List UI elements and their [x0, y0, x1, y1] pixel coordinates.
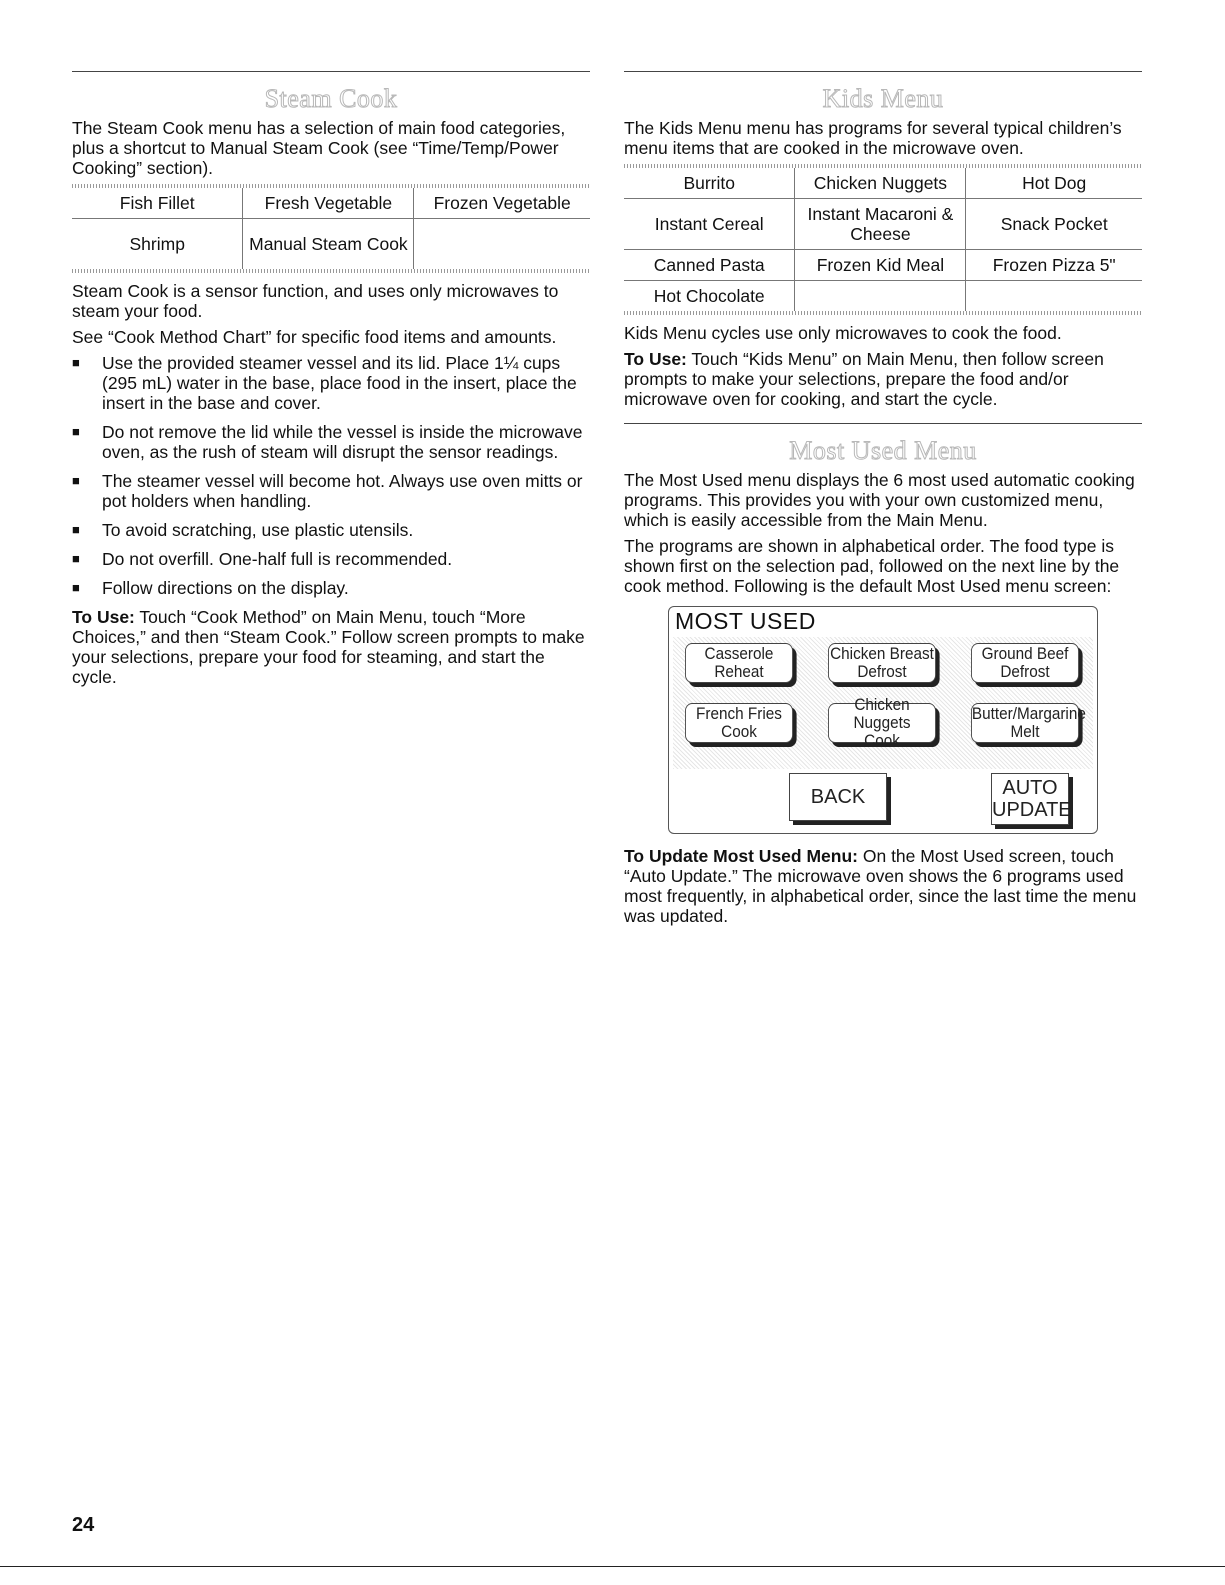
table-bottom-hatch — [72, 269, 590, 273]
steam-to-use — [72, 607, 590, 687]
table-cell: Hot Dog — [966, 168, 1142, 199]
kids-menu-heading: Kids Menu — [822, 84, 944, 113]
table-cell: Manual Steam Cook — [243, 219, 414, 270]
list-item: ■ To avoid scratching, use plastic utensils. — [72, 520, 590, 540]
button-method: Melt — [1010, 722, 1040, 741]
steam-see-chart: See “Cook Method Chart” for specific food items and amounts. — [72, 327, 557, 347]
table-cell: Burrito — [683, 173, 735, 193]
screen-title: MOST USED — [675, 608, 816, 634]
button-food: Chicken Breast — [830, 644, 934, 663]
list-item: ■ The steamer vessel will become hot. Always use oven mitts or pot holders when handling. — [72, 471, 590, 511]
update-label: UPDATE — [992, 799, 1072, 821]
table-cell: Hot Chocolate — [624, 281, 795, 312]
table-row — [72, 219, 590, 270]
list-item: ■ Do not overfill. One-half full is recommended. — [72, 549, 590, 569]
button-food: Chicken Nuggets — [853, 695, 911, 732]
most-used-intro: The Most Used menu displays the 6 most used automatic cooking programs. This provides you with your own customized menu, which is easily accessible from the Main Menu. — [624, 470, 1135, 530]
table-cell: Instant Cereal — [624, 199, 795, 250]
to-use-label: To Use: — [72, 607, 135, 627]
table-bottom-hatch — [624, 311, 1142, 315]
button-method: Defrost — [857, 662, 907, 681]
most-used-screen — [668, 606, 1098, 834]
french-fries-cook-button[interactable] — [685, 703, 793, 743]
button-food: Casserole — [704, 644, 774, 663]
list-item: ■ Do not remove the lid while the vessel is inside the microwave oven, as the rush of steam will disrupt the sensor readings. — [72, 422, 590, 462]
ground-beef-defrost-button[interactable] — [971, 643, 1079, 683]
top-rule — [624, 71, 1142, 72]
table-row — [624, 250, 1142, 281]
steam-bullet-list — [72, 353, 590, 598]
most-used-heading: Most Used Menu — [789, 436, 977, 465]
table-cell: Shrimp — [72, 219, 243, 270]
kids-menu-table — [624, 168, 1142, 311]
table-row — [72, 188, 590, 219]
table-cell: Snack Pocket — [966, 199, 1142, 250]
table-cell — [795, 281, 966, 312]
table-row — [624, 199, 1142, 250]
chicken-nuggets-cook-button[interactable] — [828, 695, 936, 750]
button-method: Reheat — [714, 662, 764, 681]
auto-label: AUTO — [1002, 777, 1058, 799]
update-most-used-paragraph — [624, 846, 1142, 926]
update-text: On the Most Used screen, touch “Auto Update.” The microwave oven shows the 6 programs used most frequently, in alphabetical order, since the last time the menu was updated. — [624, 846, 1137, 926]
back-label: BACK — [810, 786, 866, 808]
page-number: 24 — [72, 1514, 95, 1536]
table-row — [624, 168, 1142, 199]
table-cell: Instant Macaroni & Cheese — [795, 199, 966, 250]
table-cell — [414, 219, 590, 270]
list-item: ■ Use the provided steamer vessel and its lid. Place 1¼ cups (295 mL) water in the base, place food in the insert, place the insert in the base and cover. — [72, 353, 590, 413]
list-item: ■ Follow directions on the display. — [72, 578, 590, 598]
update-label-bold: To Update Most Used Menu: — [624, 846, 858, 866]
button-method: Cook — [721, 722, 757, 741]
table-cell: Chicken Nuggets — [795, 168, 966, 199]
to-use-text: Touch “Kids Menu” on Main Menu, then follow screen prompts to make your selections, prepare the food and/or microwave oven for cooking, and start the cycle. — [624, 349, 1104, 409]
table-cell: Fresh Vegetable — [243, 188, 414, 219]
casserole-reheat-button[interactable] — [685, 643, 793, 683]
table-cell: Frozen Pizza 5" — [966, 250, 1142, 281]
right-column — [624, 71, 1142, 932]
steam-cook-table — [72, 188, 590, 269]
table-cell: Frozen Kid Meal — [795, 250, 966, 281]
to-use-label: To Use: — [624, 349, 687, 369]
button-method: Cook — [864, 731, 900, 750]
most-used-order-note: The programs are shown in alphabetical order. The food type is shown first on the selection pad, followed on the next line by the cook method. Following is the default Most Used menu screen: — [624, 536, 1120, 596]
table-row — [624, 281, 1142, 312]
bottom-rule — [0, 1566, 1225, 1567]
table-cell: Fish Fillet — [119, 193, 195, 213]
steam-cook-column — [72, 71, 590, 693]
table-cell: Canned Pasta — [624, 250, 795, 281]
auto-update-button[interactable] — [991, 773, 1072, 825]
kids-intro: The Kids Menu menu has programs for several typical children’s menu items that are cooked in the microwave oven. — [624, 118, 1122, 158]
steam-intro: The Steam Cook menu has a selection of main food categories, plus a shortcut to Manual Steam Cook (see “Time/Temp/Power Cooking” section). — [72, 118, 566, 178]
table-cell — [966, 281, 1142, 312]
steam-cook-heading: Steam Cook — [264, 84, 398, 113]
button-method: Defrost — [1000, 662, 1050, 681]
top-rule — [72, 71, 590, 72]
button-food: French Fries — [696, 704, 782, 723]
section-rule — [624, 423, 1142, 424]
button-food: Butter/Margarine — [971, 704, 1086, 723]
chicken-breast-defrost-button[interactable] — [828, 643, 936, 683]
kids-to-use — [624, 349, 1142, 409]
steam-sensor-note: Steam Cook is a sensor function, and uses only microwaves to steam your food. — [72, 281, 559, 321]
table-cell: Frozen Vegetable — [414, 188, 590, 219]
to-use-text: Touch “Cook Method” on Main Menu, touch “More Choices,” and then “Steam Cook.” Follow screen prompts to make your selections, prepare your food for steaming, and start the cycle. — [72, 607, 585, 687]
button-food: Ground Beef — [981, 644, 1069, 663]
back-button[interactable] — [789, 773, 887, 821]
butter-margarine-melt-button[interactable] — [971, 703, 1086, 743]
kids-microwave-note: Kids Menu cycles use only microwaves to cook the food. — [624, 323, 1062, 343]
